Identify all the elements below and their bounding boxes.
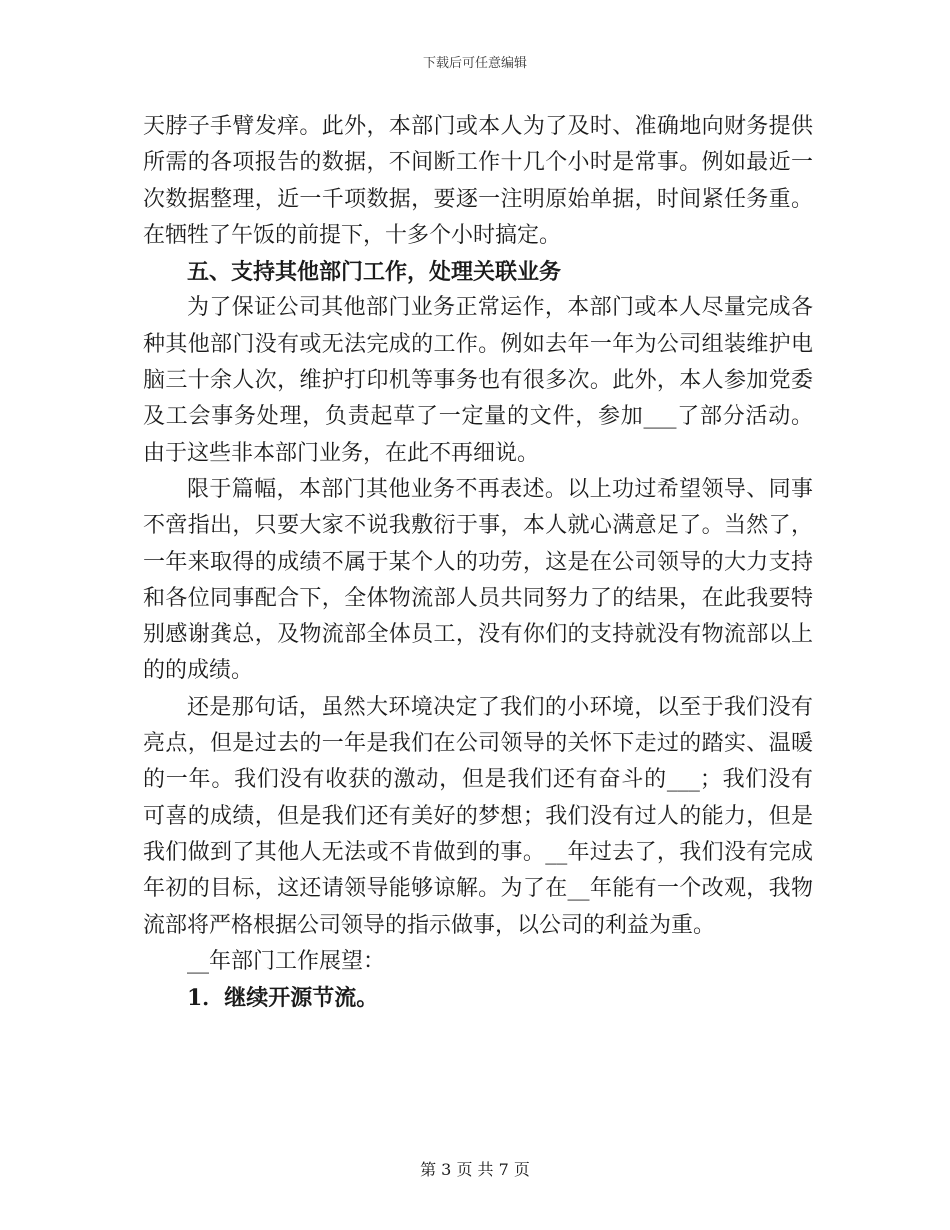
paragraph-outlook-intro: __年部门工作展望：	[187, 948, 386, 974]
paragraph-support-other-departments: 为了保证公司其他部门业务正常运作，本部门或本人尽量完成各种其他部门没有或无法完成的工作。例如去年一年为公司组装维护电脑三十余人次，维护打印机等事务也有很多次。此外，本人参加党委及工会事务处理，负责起草了一定量的文件，参加___了部分活动。由于这些非本部门业务，在此不再细说。	[143, 295, 813, 466]
document-body	[143, 109, 813, 1016]
paragraph-summary: 还是那句话，虽然大环境决定了我们的小环境，以至于我们没有亮点，但是过去的一年是我们在公司领导的关怀下走过的踏实、温暖的一年。我们没有收获的激动，但是我们还有奋斗的___；我们没有可喜的成绩，但是我们还有美好的梦想；我们没有过人的能力，但是我们做到了其他人无法或不肯做到的事。__年过去了，我们没有完成年初的目标，这还请领导能够谅解。为了在__年能有一个改观，我物流部将严格根据公司领导的指示做事，以公司的利益为重。	[143, 694, 813, 938]
page-header-note: 下载后可任意编辑	[422, 56, 527, 71]
page-footer-page-number: 第 3 页 共 7 页	[420, 1160, 530, 1179]
outlook-item-1-heading: 1．继续开源节流。	[187, 985, 379, 1012]
section-heading-5: 五、支持其他部门工作，处理关联业务	[187, 259, 562, 286]
paragraph-continuation: 天脖子手臂发痒。此外，本部门或本人为了及时、准确地向财务提供所需的各项报告的数据，不间断工作十几个小时是常事。例如最近一次数据整理，近一千项数据，要逐一注明原始单据，时间紧任务重。在牺牲了午饭的前提下，十多个小时搞定。	[143, 114, 813, 248]
paragraph-acknowledgement: 限于篇幅，本部门其他业务不再表述。以上功过希望领导、同事不啻指出，只要大家不说我敷衍于事，本人就心满意足了。当然了，一年来取得的成绩不属于某个人的功劳，这是在公司领导的大力支持和各位同事配合下，全体物流部人员共同努力了的结果，在此我要特别感谢龚总，及物流部全体员工，没有你们的支持就没有物流部以上的的成绩。	[143, 476, 813, 684]
